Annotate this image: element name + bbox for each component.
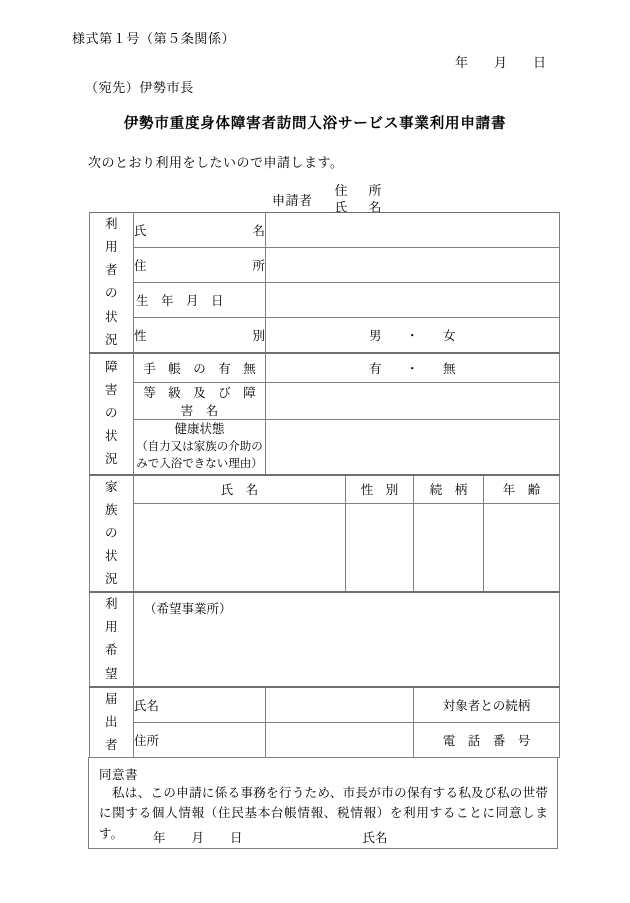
- consent-title: 同意書: [99, 768, 139, 782]
- addressee: （宛先）伊勢市長: [85, 80, 194, 95]
- section-label-use: 利 用 希 望: [90, 592, 134, 687]
- grade-disability-value[interactable]: [266, 383, 560, 420]
- header-date-month: 月: [494, 55, 508, 70]
- notifier-name-label: 氏名: [134, 687, 266, 722]
- handbook-option-no[interactable]: 無: [443, 362, 457, 376]
- applicant-label: 申請者: [272, 192, 313, 208]
- notifier-address-value[interactable]: [266, 722, 414, 757]
- header-date-year: 年: [455, 55, 469, 70]
- family-col-name: 氏 名: [134, 475, 346, 504]
- section-label-disability: 障 害 の 状 況: [90, 353, 134, 475]
- applicant-address-label: 住 所: [334, 183, 386, 198]
- health-status-value[interactable]: [266, 420, 560, 475]
- user-gender-label: 性 別: [134, 318, 266, 353]
- intro-text: 次のとおり利用をしたいので申請します。: [88, 155, 344, 170]
- desired-office-label: （希望事業所）: [144, 602, 232, 617]
- table-row: [90, 475, 560, 504]
- consent-date-year: 年: [153, 831, 166, 845]
- health-status-label: 健康状態 （自力又は家族の介助の みで入浴できない理由）: [134, 420, 266, 475]
- consent-date-month: 月: [191, 831, 205, 845]
- gender-option-male[interactable]: 男: [368, 328, 382, 343]
- family-cell-name[interactable]: [134, 503, 346, 592]
- table-row: [90, 248, 560, 283]
- notifier-phone-label: 電 話 番 号: [414, 722, 560, 757]
- family-cell-age[interactable]: [484, 503, 560, 592]
- table-row: [90, 318, 560, 353]
- family-cell-relation[interactable]: [414, 503, 484, 592]
- gender-separator: ・: [405, 328, 419, 343]
- handbook-label: 手 帳 の 有 無: [134, 353, 266, 383]
- user-name-value[interactable]: [266, 213, 560, 248]
- user-gender-choice[interactable]: [266, 318, 560, 353]
- desired-office-cell[interactable]: [134, 592, 560, 687]
- user-birthdate-value[interactable]: [266, 283, 560, 318]
- section-label-notifier: 届 出 者: [90, 687, 134, 758]
- family-col-age: 年 齢: [484, 475, 560, 504]
- applicant-name-label: 氏 名: [334, 200, 386, 216]
- consent-signature-line: [153, 828, 388, 846]
- notifier-address-label: 住所: [134, 722, 266, 757]
- table-row: [90, 383, 560, 420]
- user-birthdate-label: 生 年 月 日: [134, 283, 266, 318]
- application-table: [89, 212, 560, 758]
- user-address-label: 住 所: [134, 248, 266, 283]
- table-row: [90, 503, 560, 592]
- consent-body: 私は、この申請に係る事務を行うため、市長が市の保有する私及び私の世帯に関する個人情報（住民基本台帳情報、税情報）を利用することに同意します。: [99, 786, 548, 841]
- user-name-label: 氏 名: [134, 213, 266, 248]
- consent-name-label: 氏名: [362, 831, 388, 845]
- table-row: [90, 353, 560, 383]
- header-date-line: [455, 52, 546, 71]
- grade-disability-label: 等 級 及 び 障 害 名: [134, 383, 266, 420]
- header-date-day: 日: [533, 55, 547, 70]
- handbook-option-yes[interactable]: 有: [368, 362, 382, 376]
- family-cell-gender[interactable]: [346, 503, 414, 592]
- table-row: [90, 687, 560, 722]
- form-number: 様式第１号（第５条関係）: [72, 31, 236, 46]
- page-title: 伊勢市重度身体障害者訪問入浴サービス事業利用申請書: [123, 116, 507, 132]
- gender-option-female[interactable]: 女: [443, 328, 457, 343]
- family-col-relation: 続 柄: [414, 475, 484, 504]
- notifier-relation-label: 対象者との続柄: [414, 687, 560, 722]
- table-row: [90, 722, 560, 757]
- notifier-name-value[interactable]: [266, 687, 414, 722]
- handbook-separator: ・: [405, 362, 419, 376]
- table-row: [90, 420, 560, 475]
- user-address-value[interactable]: [266, 248, 560, 283]
- family-col-gender: 性 別: [346, 475, 414, 504]
- section-label-family: 家 族 の 状 況: [90, 475, 134, 593]
- consent-date-day: 日: [230, 831, 243, 845]
- table-row: [90, 213, 560, 248]
- table-row: [90, 283, 560, 318]
- handbook-choice[interactable]: [266, 353, 560, 383]
- table-row: [90, 592, 560, 687]
- section-label-user: 利 用 者 の 状 況: [90, 213, 134, 353]
- consent-box: [88, 757, 558, 849]
